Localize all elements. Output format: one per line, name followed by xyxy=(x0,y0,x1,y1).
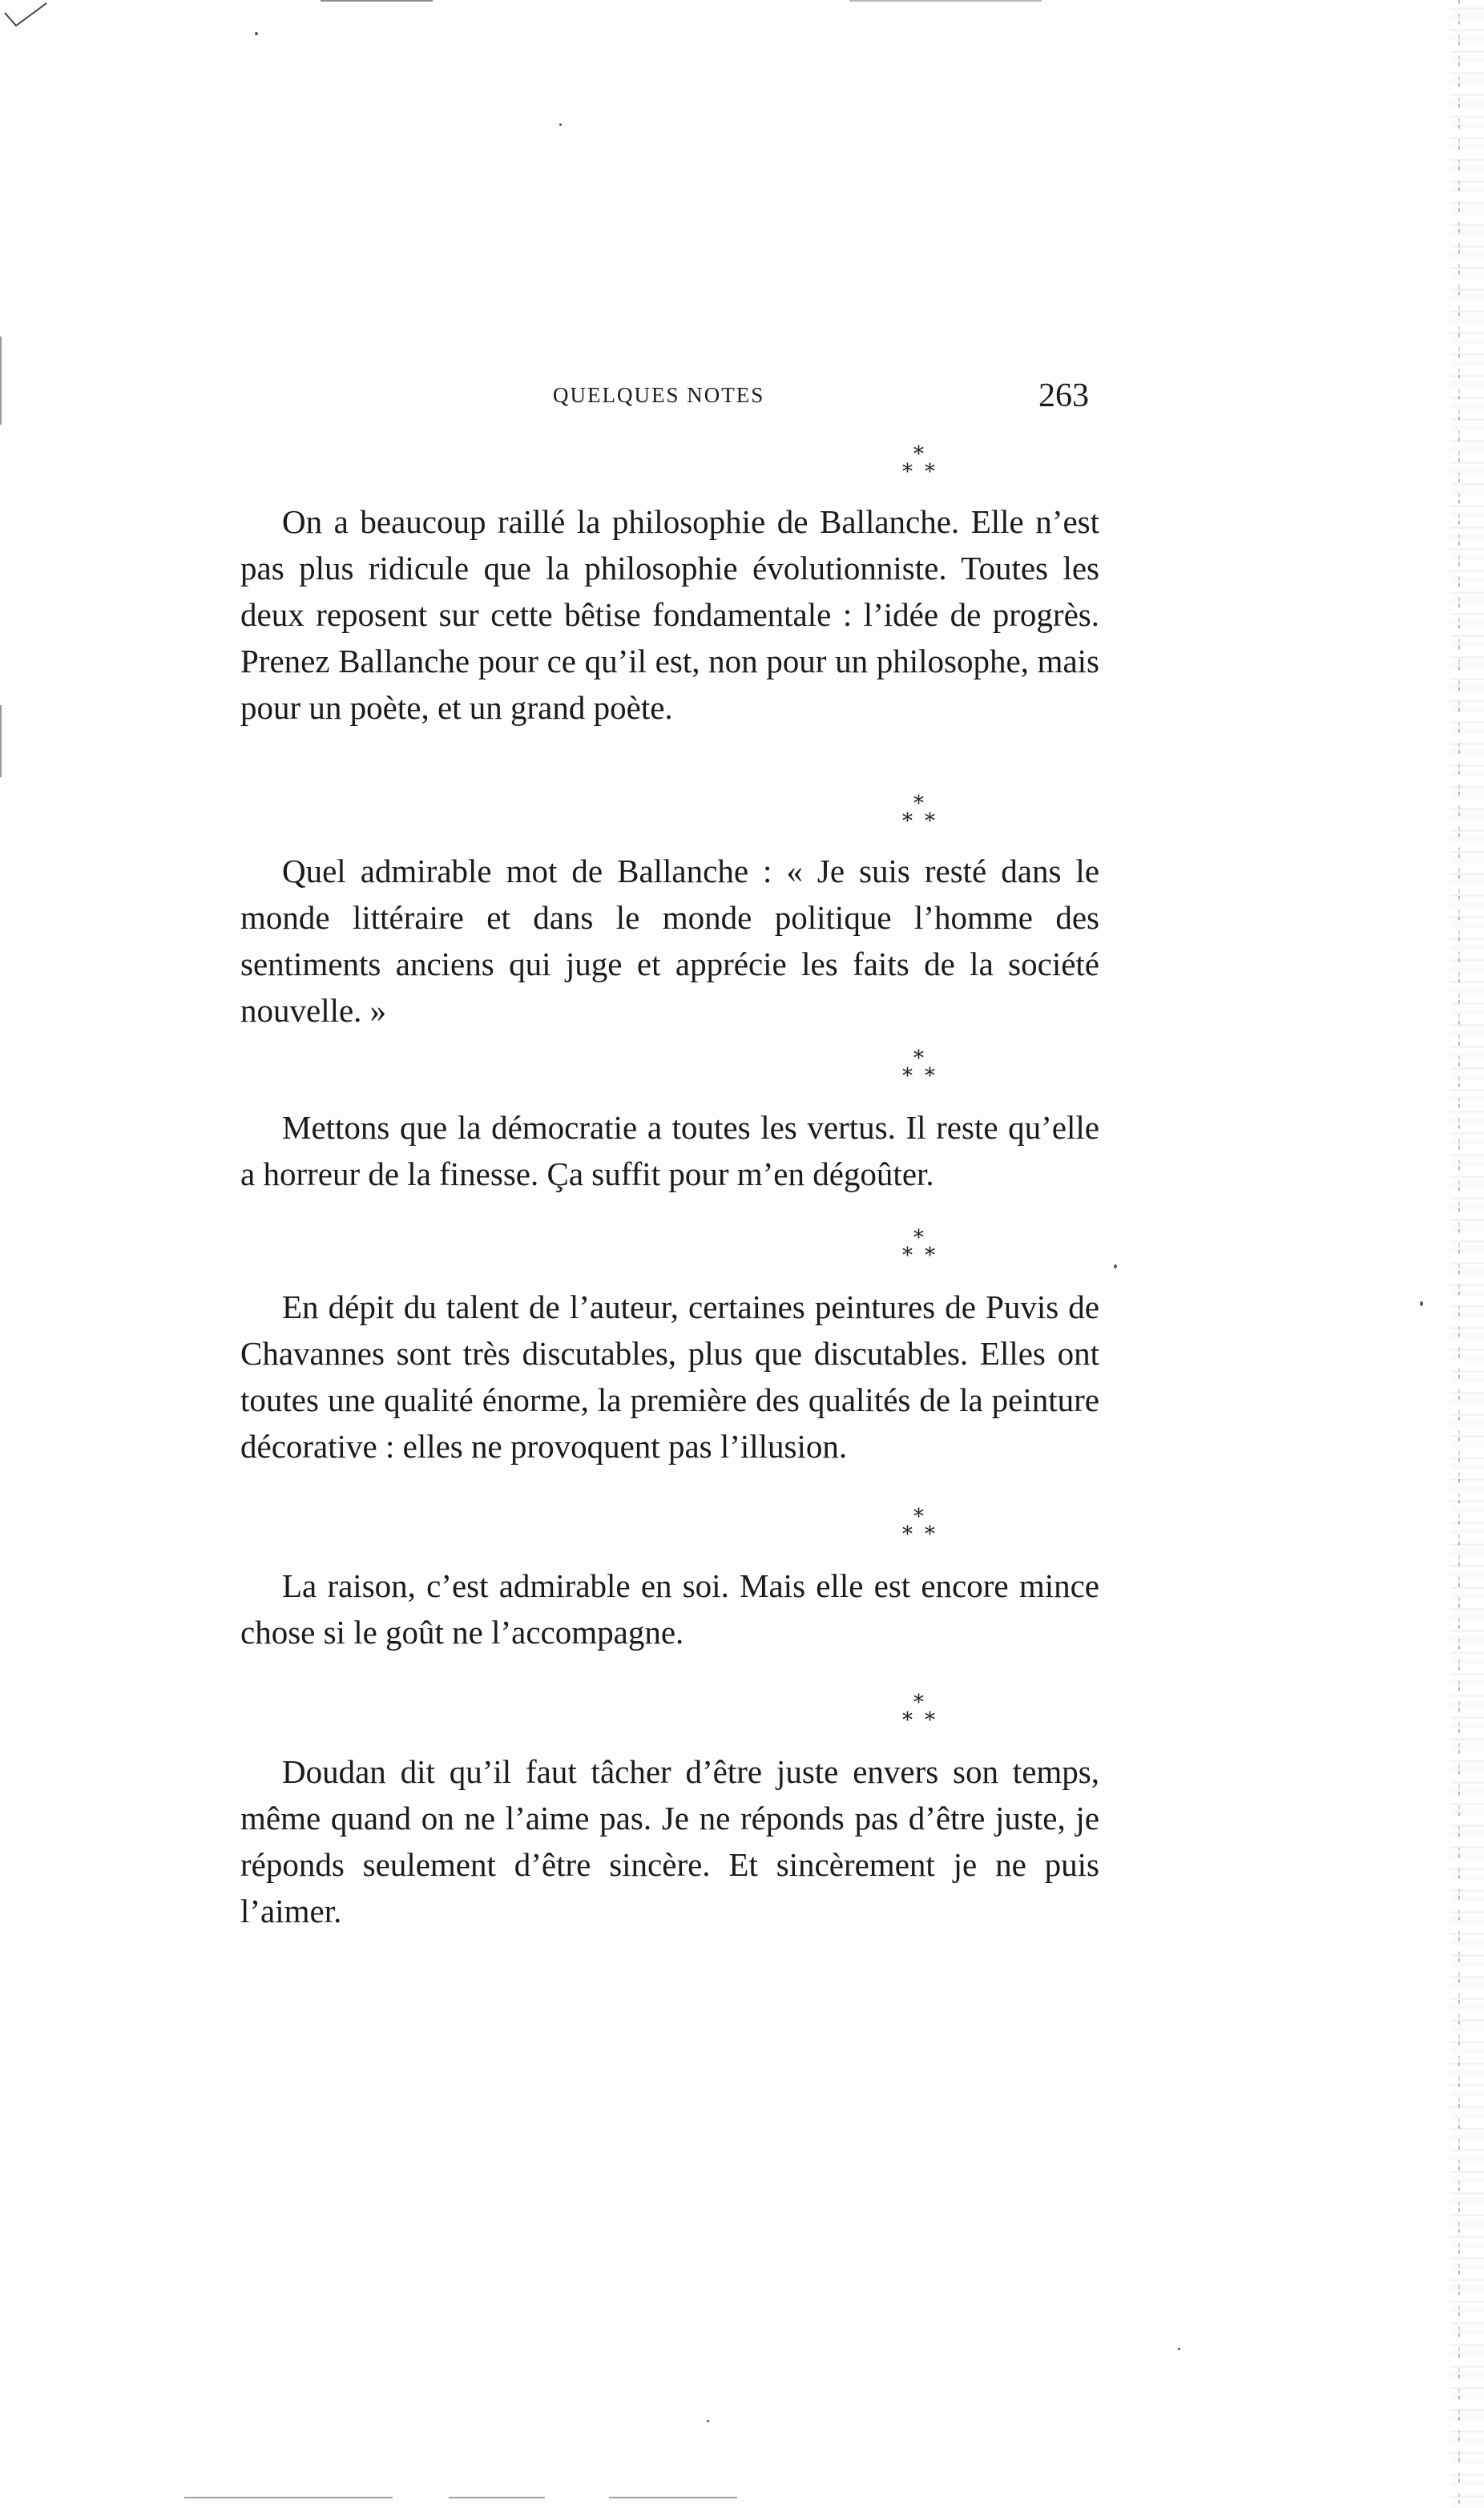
paragraph: Mettons que la démocratie a toutes les vertus. Il reste qu’elle a horreur de la finesse. Ça suffit pour m’en dégoûter. xyxy=(240,1109,1099,1192)
scan-speck xyxy=(707,2420,709,2422)
scan-bottom-line xyxy=(184,2497,393,2498)
page-number: 263 xyxy=(1038,377,1089,414)
scan-speck xyxy=(559,123,562,126)
corner-mark-icon xyxy=(3,2,48,29)
scan-bottom-line xyxy=(449,2497,545,2498)
scan-edge-left xyxy=(0,705,2,777)
scan-top-line xyxy=(321,0,433,2)
asterism-divider: * * * xyxy=(902,1226,935,1268)
scan-speck xyxy=(255,32,258,35)
asterism-divider: * * * xyxy=(902,1046,935,1088)
scan-speck xyxy=(1420,1301,1423,1306)
scan-bottom-line xyxy=(609,2497,737,2498)
asterism-divider: * * * xyxy=(902,442,935,484)
paragraph: La raison, c’est admirable en soi. Mais elle est encore mince chose si le goût ne l’accompagne. xyxy=(240,1567,1099,1651)
paragraph: On a beaucoup raillé la philosophie de Ballanche. Elle n’est pas plus ridicule que la philosophie évolutionniste. Toutes les deux reposent sur cette bêtise fondamentale : l’idée de progrès. Prenez Ballanche pour ce qu’il est, non pour un philosophe, mais pour un poète, et un grand poète. xyxy=(240,503,1099,726)
running-head: QUELQUES NOTES xyxy=(553,383,765,407)
scan-edge-line xyxy=(1458,0,1460,2508)
asterism-divider: * * * xyxy=(902,1691,935,1732)
scan-edge-right xyxy=(1450,0,1484,2508)
scan-edge-left xyxy=(0,337,2,425)
asterism-divider: * * * xyxy=(902,1505,935,1546)
scan-top-line xyxy=(849,0,1042,2)
scan-speck xyxy=(1178,2348,1180,2350)
asterism-divider: * * * xyxy=(902,792,935,833)
paragraph: Quel admirable mot de Ballanche : « Je suis resté dans le monde littéraire et dans le monde politique l’homme des sentiments anciens qui juge et apprécie les faits de la société nouvelle. » xyxy=(240,853,1099,1029)
scan-speck xyxy=(1114,1264,1117,1268)
paragraph: Doudan dit qu’il faut tâcher d’être juste envers son temps, même quand on ne l’aime pas. Je ne réponds pas d’être juste, je réponds seulement d’être sincère. Et sincèrement je ne puis l’aimer. xyxy=(240,1753,1099,1929)
paragraph: En dépit du talent de l’auteur, certaines peintures de Puvis de Chavannes sont très discutables, plus que discutables. Elles ont toutes une qualité énorme, la première des qualités de la peinture décorative : elles ne provoquent pas l’illusion. xyxy=(240,1288,1099,1465)
